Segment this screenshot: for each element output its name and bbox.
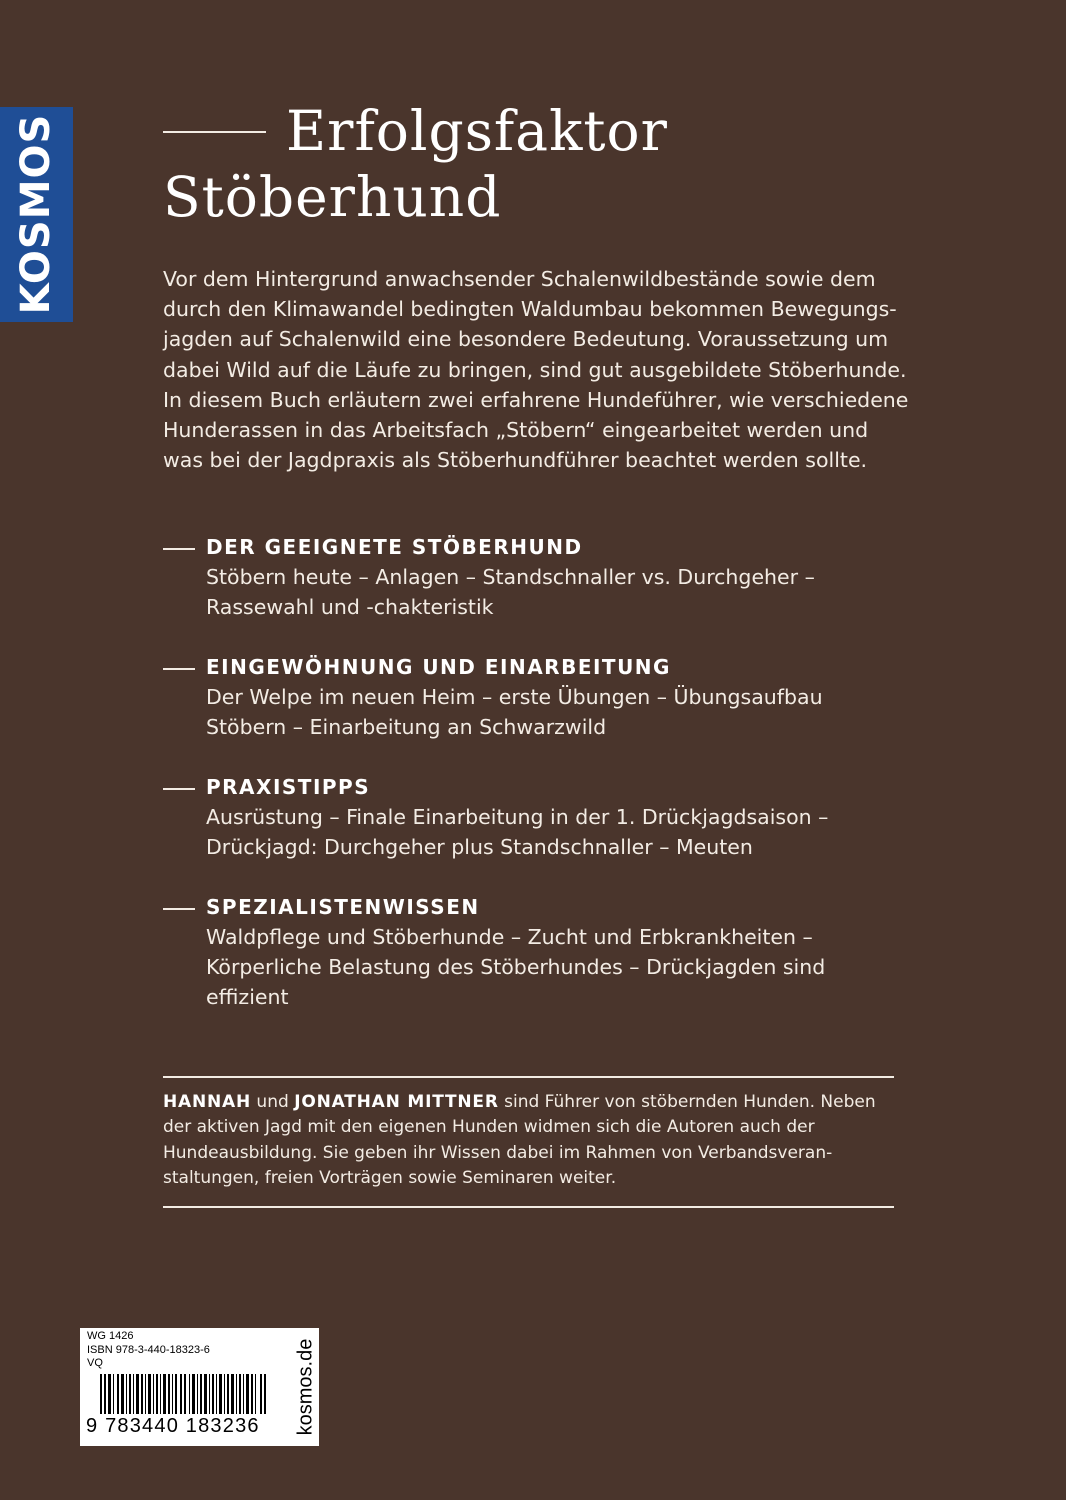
divider-bottom <box>163 1206 894 1208</box>
isbn-number: ISBN 978-3-440-18323-6 <box>87 1343 210 1356</box>
section-heading: PRAXISTIPPS <box>206 775 371 799</box>
section-dash <box>163 908 195 910</box>
title-dash <box>163 131 266 133</box>
section-heading: DER GEEIGNETE STÖBERHUND <box>206 535 583 559</box>
author-line: der aktiven Jagd mit den eigenen Hunden widmen sich die Autoren auch der <box>163 1117 815 1138</box>
intro-line: dabei Wild auf die Läufe zu bringen, sind gut ausgebildete Stöberhunde. <box>163 357 907 382</box>
title-line-1: Erfolgsfaktor <box>163 98 668 164</box>
intro-line: was bei der Jagdpraxis als Stöberhundführer beachtet werden sollte. <box>163 448 868 473</box>
intro-line: In diesem Buch erläutern zwei erfahrene Hundeführer, wie verschiedene <box>163 387 909 412</box>
divider-top <box>163 1076 894 1078</box>
author-line: HANNAH und JONATHAN MITTNER sind Führer von stöbernden Hunden. Neben <box>163 1092 876 1112</box>
section-heading: SPEZIALISTENWISSEN <box>206 895 480 919</box>
price-code: VQ <box>87 1357 103 1369</box>
website-strip <box>293 1328 319 1446</box>
logo-text: KOSMOS <box>13 113 59 315</box>
wg-number: WG 1426 <box>87 1330 134 1342</box>
book-title <box>163 98 668 230</box>
title-line-2: Stöberhund <box>163 165 502 229</box>
author-bio <box>163 1090 903 1191</box>
barcode-meta <box>87 1330 210 1371</box>
section-body: Stöbern heute – Anlagen – Standschnaller vs. Durchgeher – Rassewahl und -chakteristik <box>206 565 815 619</box>
intro-line: jagden auf Schalenwild eine besondere Bedeutung. Voraussetzung um <box>163 327 889 352</box>
section-body: Waldpflege und Stöberhunde – Zucht und Erbkrankheiten – Körperliche Belastung des Stöberhundes – Drückjagden sind effizient <box>206 925 826 1009</box>
section-body: Der Welpe im neuen Heim – erste Übungen – Übungsaufbau Stöbern – Einarbeitung an Schwarzwild <box>206 685 823 739</box>
section-dash <box>163 788 195 790</box>
section-dash <box>163 548 195 550</box>
kosmos-logo <box>0 107 73 322</box>
author-line: Hundeausbildung. Sie geben ihr Wissen dabei im Rahmen von Verbandsveran- <box>163 1142 833 1163</box>
barcode-bars <box>86 1374 286 1418</box>
intro-line: durch den Klimawandel bedingten Waldumbau bekommen Bewegungs- <box>163 297 897 322</box>
intro-line: Vor dem Hintergrund anwachsender Schalenwildbestände sowie dem <box>163 267 876 291</box>
section-dash <box>163 668 195 670</box>
barcode-digits: 9 783440 183236 <box>86 1414 286 1438</box>
website-url[interactable]: kosmos.de <box>294 1338 317 1436</box>
section-heading: EINGEWÖHNUNG UND EINARBEITUNG <box>206 655 671 679</box>
intro-line: Hunderassen in das Arbeitsfach „Stöbern“ eingearbeitet werden und <box>163 418 869 443</box>
section-body: Ausrüstung – Finale Einarbeitung in der 1. Drückjagdsaison – Drückjagd: Durchgeher plus Standschnaller – Meuten <box>206 805 829 859</box>
intro-text <box>163 264 923 475</box>
barcode-box <box>80 1328 293 1446</box>
author-line: staltungen, freien Vorträgen sowie Seminaren weiter. <box>163 1167 617 1188</box>
